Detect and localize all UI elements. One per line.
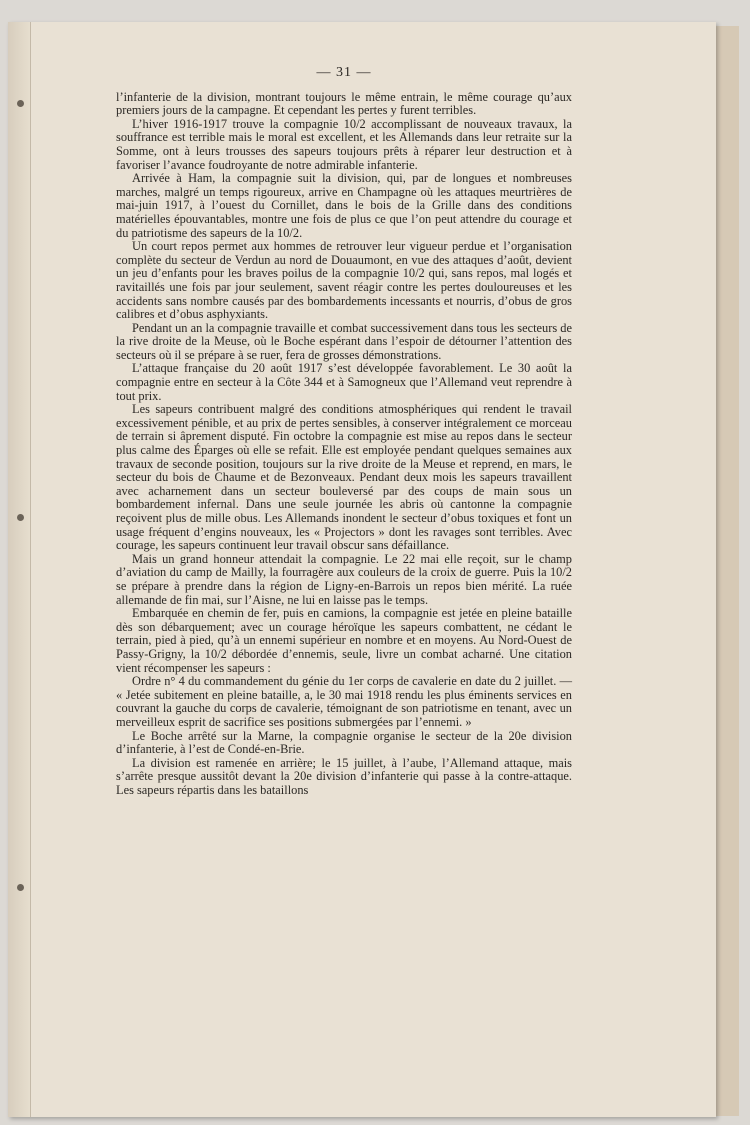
- paragraph: Embarquée en chemin de fer, puis en camions, la compagnie est jetée en pleine bataille dès son débarquement; avec un courage héroïque les sapeurs combattent, ne cédant le terrain, pied à pied, qu’à un ennemi supérieur en nombre et en moyens. Au Nord-Ouest de Passy-Grigny, la 10/2 débordée d’ennemis, seule, livre un combat acharné. Une citation vient récompenser les sapeurs :: [116, 606, 572, 675]
- paragraph: L’attaque française du 20 août 1917 s’est développée favorablement. Le 30 août la compagnie entre en secteur à la Côte 344 et à Samogneux que l’Allemand veut reprendre à tout prix.: [116, 361, 572, 403]
- binding-hole: [17, 100, 24, 107]
- paragraph: l’infanterie de la division, montrant toujours le même entrain, le même courage qu’aux premiers jours de la campagne. Et cependant les pertes y furent terribles.: [116, 89, 572, 118]
- citation-order: Ordre n° 4 du commandement du génie du 1er corps de cavalerie en date du 2 juillet. — « Jetée subitement en pleine bataille, a, le 30 mai 1918 rendu les plus éminents services en couvrant la gauche du corps de cavalerie, témoignant de son patriotisme en tenant, avec un merveilleux esprit de sacrifice ses positions submergées par l’ennemi. »: [116, 674, 572, 729]
- paragraph: Les sapeurs contribuent malgré des conditions atmosphériques qui rendent le travail excessivement pénible, et au prix de pertes sensibles, à conserver intégralement ce morceau de terrain si âprement disputé. Fin octobre la compagnie est mise au repos dans le secteur plus calme des Éparges où elle se refait. Elle est employée pendant quelques semaines aux travaux de seconde position, toujours sur la rive droite de la Meuse et reprend, en mars, le secteur du bois de Chaume et de Bezonveaux. Pendant deux mois les sapeurs travaillent avec acharnement dans un secteur bouleversé par des coups de main sous un bombardement infernal. Dans une seule journée les abris où cantonne la compagnie reçoivent plus de mille obus. Les Allemands inondent le secteur d’obus toxiques et font un usage fréquent d’engins nouveaux, les « Projectors » dont les ravages sont terribles. Avec courage, les sapeurs continuent leur travail obscur sans défaillance.: [116, 402, 572, 553]
- binding-hole: [17, 884, 24, 891]
- paragraph: La division est ramenée en arrière; le 15 juillet, à l’aube, l’Allemand attaque, mais s’arrête presque aussitôt devant la 20e division d’infanterie qui passe à la contre-attaque. Les sapeurs répartis dans les bataillons: [116, 755, 572, 797]
- paragraph: Arrivée à Ham, la compagnie suit la division, qui, par de longues et nombreuses marches, malgré un temps rigoureux, arrive en Champagne où les attaques meurtrières de mai-juin 1917, à l’ouest du Cornillet, dans le bois de la Grille dans des conditions matérielles épouvantables, montre une fois de plus ce que l’on peut attendre du courage et du patriotisme des sapeurs de la 10/2.: [116, 171, 572, 240]
- page-number: — 31 —: [316, 65, 372, 80]
- binding-spine: [8, 22, 31, 1117]
- paragraph: L’hiver 1916-1917 trouve la compagnie 10/2 accomplissant de nouveaux travaux, la souffrance est terrible mais le moral est excellent, et les Allemands dans leur retraite sur la Somme, ont à leurs trousses des sapeurs toujours prêts à réparer leur destruction et à favoriser l’avance foudroyante de notre admirable infanterie.: [116, 116, 572, 172]
- paragraph: Pendant un an la compagnie travaille et combat successivement dans tous les secteurs de la rive droite de la Meuse, où le Boche espérant dans l’espoir de détourner l’attention des secteurs où il se prépare à se ruer, fera de grosses démonstrations.: [116, 320, 572, 362]
- page-content: [116, 66, 572, 797]
- paragraph: Le Boche arrêté sur la Marne, la compagnie organise le secteur de la 20e division d’infanterie, à l’est de Condé-en-Brie.: [116, 728, 572, 757]
- binding-hole: [17, 514, 24, 521]
- paragraph: Un court repos permet aux hommes de retrouver leur vigueur perdue et l’organisation complète du secteur de Verdun au nord de Douaumont, en vue des attaques d’août, devient un jeu d’enfants pour les braves poilus de la compagnie 10/2 qui, sans repos, mal logés et ravitaillés une fois par jour seulement, savent réagir contre les pertes douloureuses et les accidents sans nombre causés par des bombardements incessants et nourris, d’obus de gros calibres et d’obus asphyxiants.: [116, 239, 572, 322]
- paragraph: Mais un grand honneur attendait la compagnie. Le 22 mai elle reçoit, sur le champ d’aviation du camp de Mailly, la fourragère aux couleurs de la croix de guerre. Puis la 10/2 se prépare à prendre dans la région de Ligny-en-Barrois un repos bien mérité. La ruée allemande de fin mai, sur l’Aisne, ne lui en laisse pas le temps.: [116, 551, 572, 607]
